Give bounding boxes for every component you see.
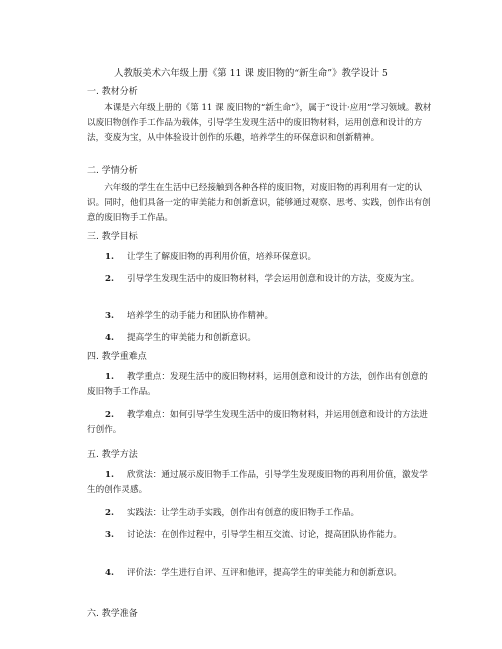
list-item-text: 让学生了解废旧物的再利用价值，培养环保意识。 — [127, 252, 317, 262]
list-item — [87, 468, 432, 498]
list-item-text: 评价法：学生进行自评、互评和他评，提高学生的审美能力和创新意识。 — [127, 568, 403, 578]
list-item — [87, 528, 432, 543]
list-item-text: 教学重点：发现生活中的废旧物材料，运用创意和设计的方法，创作出有创意的废旧物手工作品。 — [87, 372, 428, 397]
paragraph-text: 本课是六年级上册的《第 11 课 废旧物的“新生命”》，属于“设计·应用”学习领域。教材以废旧物创作手工作品为载体，引导学生发现生活中的废旧物材料，运用创意和设计的方法，变废为宝，从中体验设计创作的乐趣，培养学生的环保意识和创新精神。 — [87, 103, 432, 143]
list-item-number: 4. — [105, 568, 114, 578]
list-item — [87, 370, 432, 400]
list-item-text: 讨论法：在创作过程中，引导学生相互交流、讨论，提高团队协作能力。 — [127, 530, 403, 540]
section-heading-6: 六. 教学准备 — [87, 609, 138, 619]
list-item — [87, 250, 432, 265]
list-item — [87, 506, 432, 521]
document-title: 人教版美术六年级上册《第 11 课 废旧物的“新生命”》教学设计 5 — [114, 68, 388, 79]
list-item — [87, 408, 432, 438]
list-item-number: 2. — [105, 410, 114, 420]
paragraph-text: 六年级的学生在生活中已经接触到各种各样的废旧物，对废旧物的再利用有一定的认识。同时，他们具备一定的审美能力和创新意识，能够通过观察、思考、实践，创作出有创意的废旧物手工作品。 — [87, 183, 431, 223]
list-item-number: 3. — [105, 311, 114, 321]
list-item-number: 2. — [105, 508, 114, 518]
section-paragraph-2 — [87, 181, 432, 226]
list-item — [87, 272, 432, 287]
list-item-text: 提高学生的审美能力和创新意识。 — [127, 333, 256, 343]
list-item-text: 培养学生的动手能力和团队协作精神。 — [127, 311, 274, 321]
list-item-text: 实践法：让学生动手实践，创作出有创意的废旧物手工作品。 — [127, 508, 360, 518]
list-item-number: 2. — [105, 274, 114, 284]
list-item-number: 1. — [105, 470, 114, 480]
section-heading-4: 四. 教学重难点 — [87, 352, 147, 362]
section-heading-5: 五. 教学方法 — [87, 450, 138, 460]
list-item-number: 1. — [105, 372, 114, 382]
list-item — [87, 566, 432, 581]
list-item-number: 1. — [105, 252, 114, 262]
section-heading-2: 二. 学情分析 — [87, 166, 138, 176]
section-heading-3: 三. 教学目标 — [87, 232, 138, 242]
section-heading-1: 一. 教材分析 — [87, 87, 138, 97]
list-item-number: 3. — [105, 530, 114, 540]
list-item-text: 欣赏法：通过展示废旧物手工作品，引导学生发现废旧物的再利用价值，激发学生的创作灵感。 — [87, 470, 428, 495]
section-paragraph-1 — [87, 101, 432, 146]
list-item — [87, 331, 432, 346]
list-item-number: 4. — [105, 333, 114, 343]
list-item — [87, 309, 432, 324]
list-item-text: 引导学生发现生活中的废旧物材料，学会运用创意和设计的方法，变废为宝。 — [127, 274, 420, 284]
list-item-text: 教学难点：如何引导学生发现生活中的废旧物材料，并运用创意和设计的方法进行创作。 — [87, 410, 428, 435]
